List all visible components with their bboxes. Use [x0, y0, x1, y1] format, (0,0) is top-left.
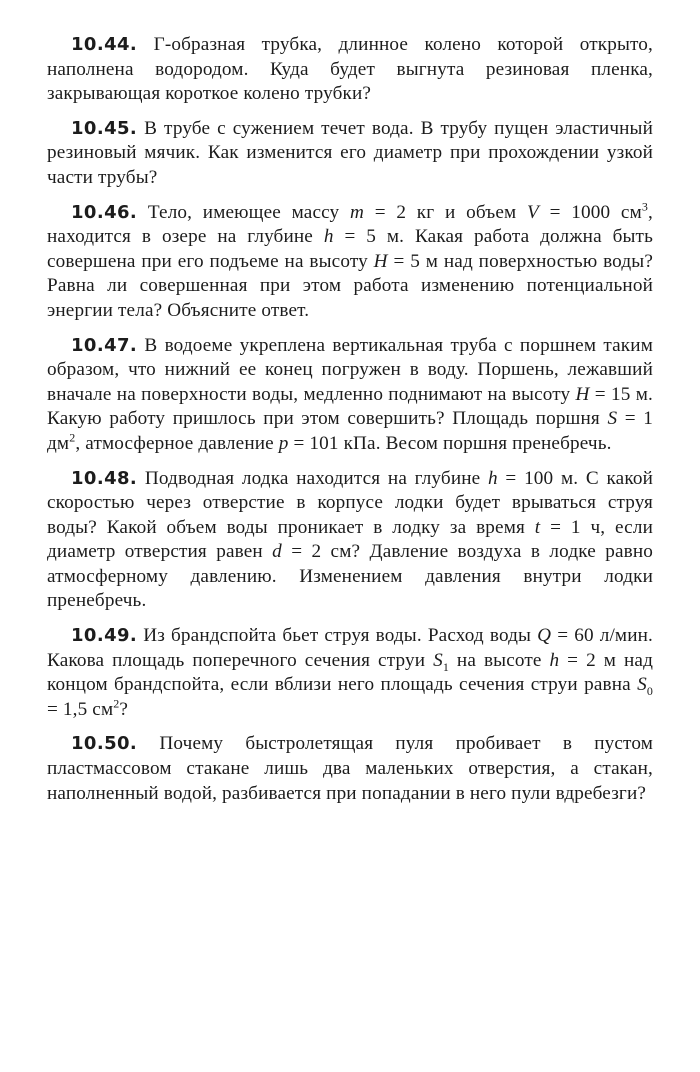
problem-text: = 1 дм	[47, 408, 654, 454]
problem-10-49	[47, 624, 653, 722]
problem-text: = 101 кПа. Весом поршня пренебречь.	[288, 432, 612, 454]
problem-text: Из брандспойта бьет струя воды. Расход воды	[143, 625, 538, 647]
variable: H	[575, 383, 590, 405]
problem-text: = 60 л/мин. Какова площадь поперечного сечения струи	[47, 625, 653, 671]
problem-10-44	[47, 33, 653, 107]
problem-10-46	[47, 201, 653, 324]
problem-10-48	[47, 467, 653, 615]
problem-text: ?	[119, 698, 129, 720]
problem-text: , находится в озере на глубине	[47, 201, 653, 248]
subscript: 1	[442, 659, 449, 674]
variable: t	[534, 516, 541, 538]
problem-list	[47, 33, 653, 806]
problem-text: = 15 м. Какую работу пришлось при этом совершить? Площадь поршня	[47, 383, 653, 430]
problem-number: 10.48.	[71, 467, 138, 489]
problem-text: на высоте	[448, 649, 550, 671]
superscript: 2	[69, 430, 76, 445]
subscript: 0	[646, 684, 653, 699]
variable: S	[433, 649, 443, 671]
problem-10-47	[47, 334, 653, 457]
problem-text: = 5 м. Какая работа должна быть совершена при его подъеме на высоту	[47, 226, 653, 272]
variable: H	[373, 250, 388, 272]
problem-text: = 1,5 см	[47, 698, 114, 720]
variable: p	[278, 432, 289, 454]
problem-10-50	[47, 732, 653, 806]
variable: Q	[537, 625, 552, 647]
superscript: 3	[641, 199, 649, 214]
problem-text: = 2 кг и объем	[364, 201, 528, 223]
problem-number: 10.44.	[71, 34, 138, 55]
problem-number: 10.50.	[71, 733, 138, 755]
problem-text: = 2 см? Давление воздуха в лодке равно атмосферному давлению. Изменением давления внутри лодки пренебречь.	[47, 541, 654, 612]
variable: S	[637, 674, 647, 696]
problem-text: Тело, имеющее массу	[147, 201, 350, 223]
problem-text: Подводная лодка находится на глубине	[144, 467, 489, 489]
problem-10-45	[47, 117, 653, 191]
problem-text: = 5 м над поверхностью воды? Равна ли совершенная при этом работа изменению потенциальной энергии тела? Объясните ответ.	[47, 250, 653, 321]
superscript: 2	[113, 696, 120, 711]
problem-text: = 2 м над концом брандспойта, если вблизи него площадь сечения струи равна	[47, 649, 653, 696]
variable: h	[488, 467, 498, 489]
problem-number: 10.46.	[71, 201, 138, 223]
variable: h	[323, 226, 334, 248]
problem-text: = 1 ч, если диаметр отверстия равен	[47, 516, 653, 563]
problem-text: Почему быстролетящая пуля пробивает в пустом пластмассовом стакане лишь два маленьких отверстия, а стакан, наполненный водой, разбивается при попадании в него пули вдребезги?	[47, 733, 654, 804]
problem-text: , атмосферное давление	[75, 432, 279, 454]
problem-text: В трубе с сужением течет вода. В трубу пущен эластичный резиновый мячик. Как изменится его диаметр при прохождении узкой части трубы?	[47, 117, 653, 188]
problem-text: = 1000 см	[538, 201, 642, 223]
variable: m	[349, 201, 364, 223]
problem-number: 10.47.	[71, 334, 138, 356]
problem-text: В водоеме укреплена вертикальная труба с поршнем таким образом, что нижний ее конец погружен в воду. Поршень, лежавший вначале на поверхности воды, медленно поднимают на высоту	[47, 334, 653, 405]
problem-text: = 100 м. С какой скоростью через отверстие в корпусе лодки будет врываться струя воды? Какой объем воды проникает в лодку за время	[47, 467, 653, 538]
variable: V	[527, 201, 539, 223]
variable: h	[549, 649, 560, 671]
problem-text: Г-образная трубка, длинное колено которой открыто, наполнена водородом. Куда будет выгнута резиновая пленка, закрывающая короткое колено трубки?	[47, 34, 653, 105]
problem-number: 10.49.	[71, 625, 138, 647]
variable: S	[607, 408, 618, 430]
problem-number: 10.45.	[71, 117, 138, 139]
variable: d	[272, 541, 282, 563]
